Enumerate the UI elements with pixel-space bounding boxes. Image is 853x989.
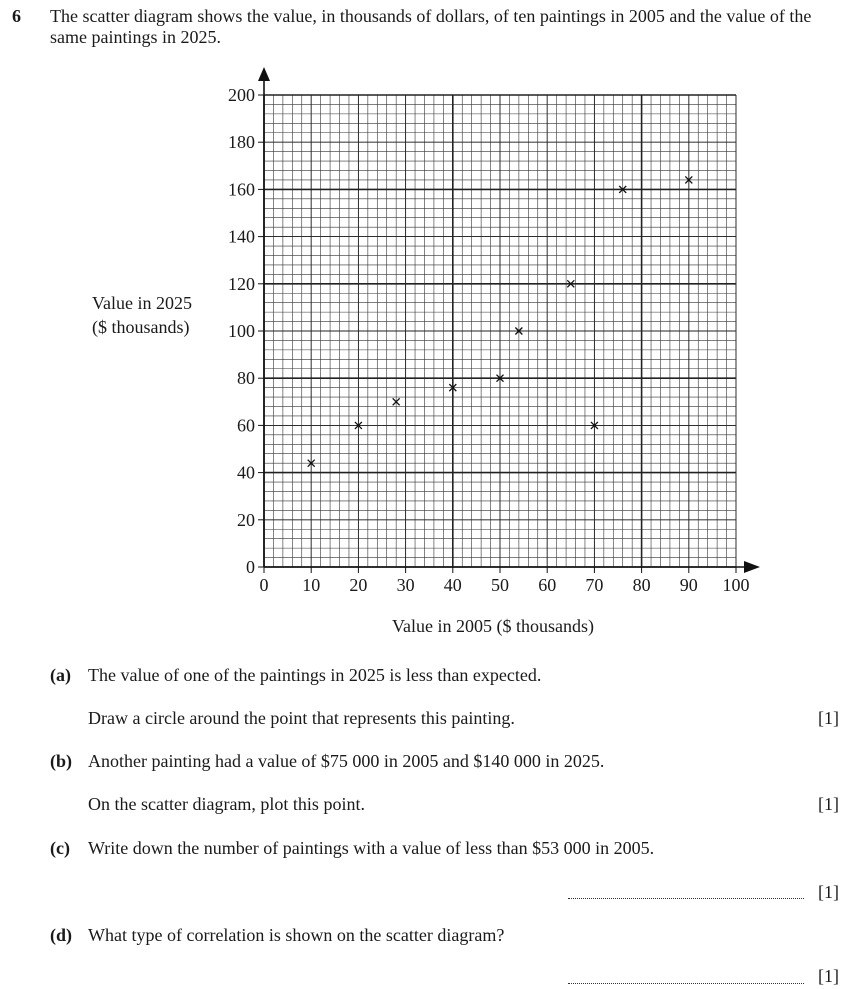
y-tick-label: 60 xyxy=(237,415,255,436)
part-a-marks: [1] xyxy=(818,708,839,728)
part-d-label: (d) xyxy=(50,925,72,945)
part-b-label: (b) xyxy=(50,751,72,771)
y-tick-label: 40 xyxy=(237,462,255,483)
x-tick-label: 0 xyxy=(259,575,269,595)
y-tick-label: 0 xyxy=(246,557,255,577)
part-c-label: (c) xyxy=(50,838,70,858)
part-d-answer-line[interactable] xyxy=(568,983,804,984)
part-c-marks: [1] xyxy=(818,882,839,902)
question-intro: The scatter diagram shows the value, in thousands of dollars, of ten paintings in 2005 and the value of the same paintings in 2025. xyxy=(50,6,812,47)
part-a-label: (a) xyxy=(50,665,71,685)
x-tick-label: 80 xyxy=(632,575,651,595)
x-tick-label: 30 xyxy=(396,575,415,595)
x-tick-label: 20 xyxy=(349,575,368,595)
x-tick-label: 100 xyxy=(722,575,750,595)
part-b-text: Another painting had a value of $75 000 in 2005 and $140 000 in 2025. xyxy=(88,751,605,771)
axes xyxy=(258,67,760,573)
question-number: 6 xyxy=(12,6,21,26)
scatter-diagram[interactable] xyxy=(0,60,853,620)
y-tick-label: 20 xyxy=(237,509,255,530)
y-axis-arrow-icon xyxy=(258,67,270,81)
x-axis-arrow-icon xyxy=(744,561,760,573)
part-b-marks: [1] xyxy=(818,794,839,814)
y-axis-label-line-2: ($ thousands) xyxy=(92,317,190,337)
y-axis-label-line-1: Value in 2025 xyxy=(92,293,192,313)
x-tick-label: 60 xyxy=(538,575,557,595)
y-tick-labels xyxy=(228,85,264,577)
y-tick-label: 140 xyxy=(228,226,255,247)
part-a-instruction: Draw a circle around the point that represents this painting. xyxy=(88,708,515,728)
x-axis-label: Value in 2005 ($ thousands) xyxy=(392,616,594,636)
x-tick-label: 70 xyxy=(585,575,604,595)
x-tick-label: 50 xyxy=(491,575,509,595)
y-tick-label: 200 xyxy=(228,85,255,105)
x-tick-labels xyxy=(260,567,750,595)
y-tick-label: 120 xyxy=(228,273,255,294)
y-axis-label xyxy=(92,291,192,339)
part-c-answer-line[interactable] xyxy=(568,898,804,899)
major-grid xyxy=(264,95,736,567)
x-tick-label: 90 xyxy=(679,575,698,595)
x-tick-label: 10 xyxy=(302,575,321,595)
part-b-instruction: On the scatter diagram, plot this point. xyxy=(88,794,365,814)
part-d-text: What type of correlation is shown on the scatter diagram? xyxy=(88,925,505,945)
y-tick-label: 80 xyxy=(237,368,255,389)
y-tick-label: 100 xyxy=(228,321,255,341)
y-tick-label: 180 xyxy=(228,132,255,153)
part-a-text: The value of one of the paintings in 2025 is less than expected. xyxy=(88,665,542,685)
x-tick-label: 40 xyxy=(443,575,462,595)
part-c-text: Write down the number of paintings with a value of less than $53 000 in 2005. xyxy=(88,838,655,858)
part-d-marks: [1] xyxy=(818,966,839,986)
y-tick-label: 160 xyxy=(228,179,255,200)
